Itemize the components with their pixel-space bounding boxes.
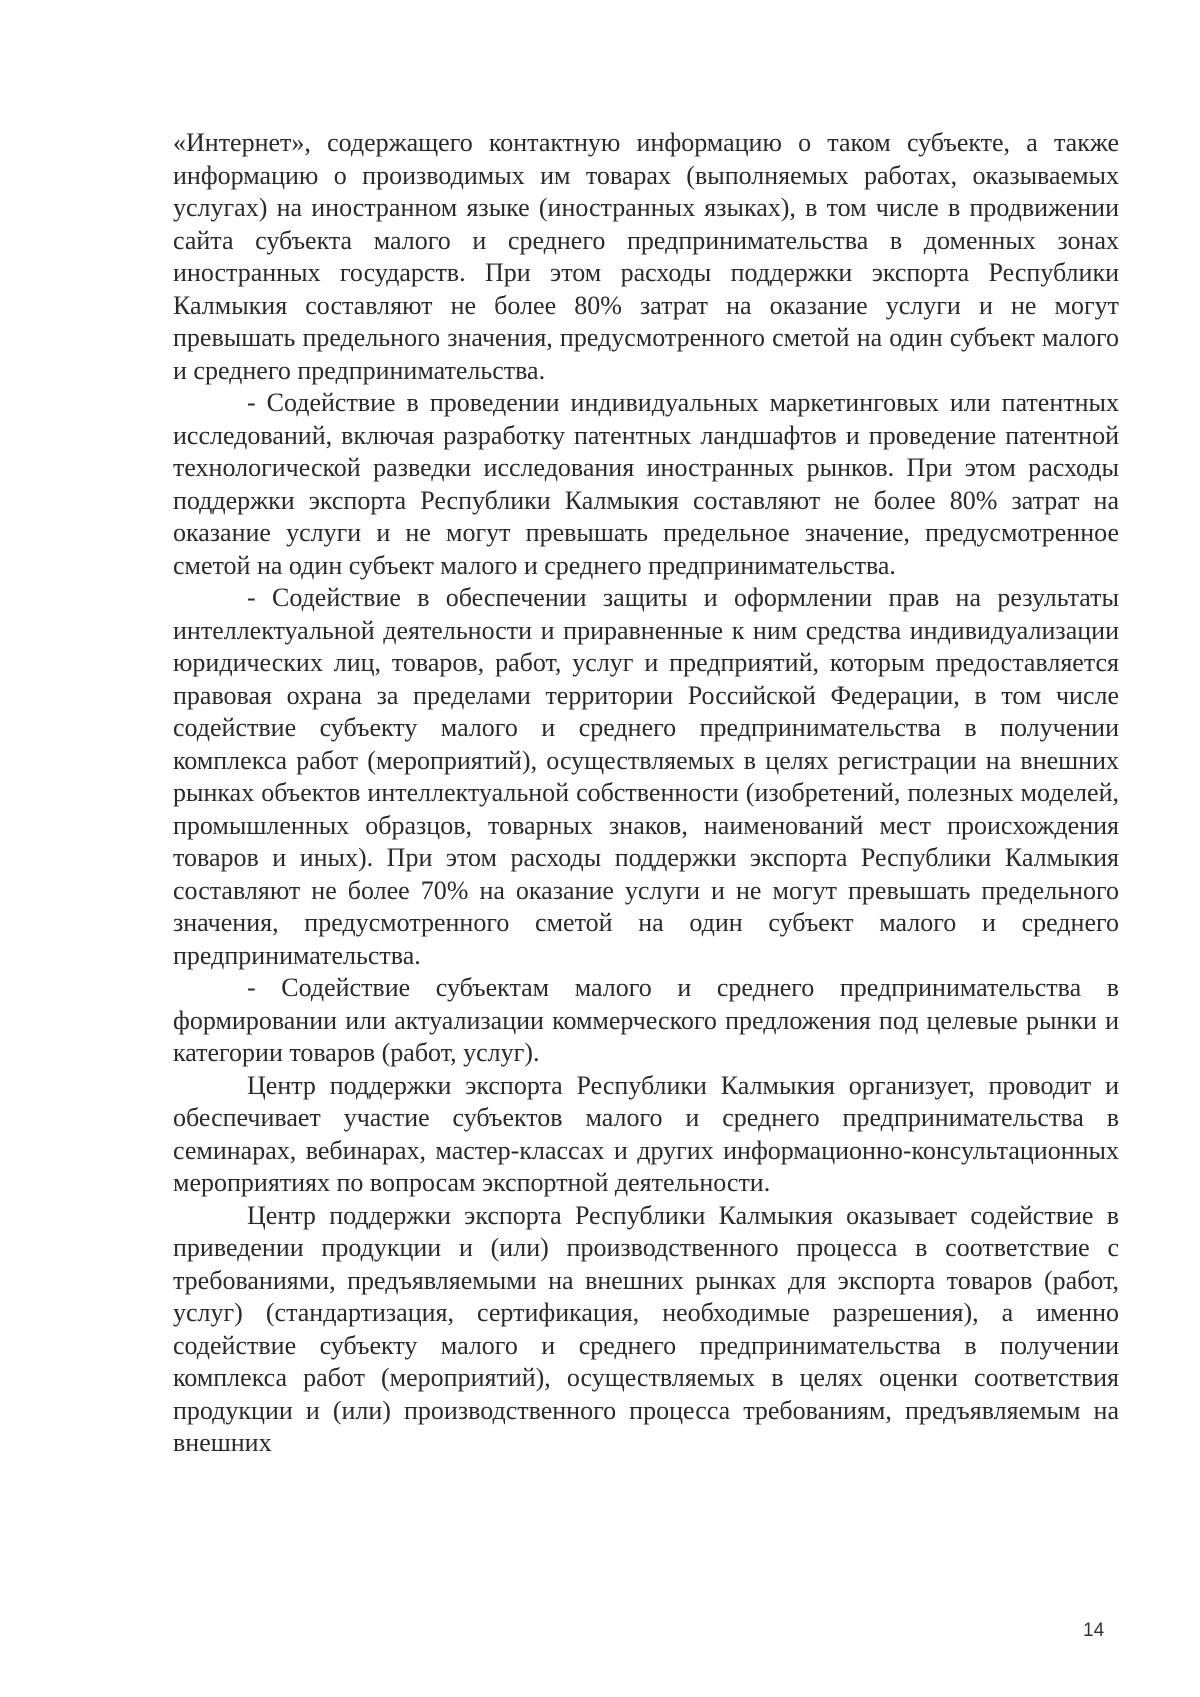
paragraph-commercial-offer: - Содействие субъектам малого и среднего предпринимательства в формировании или актуализации коммерческого предложения под целевые рынки и категории товаров (работ, услуг).	[173, 973, 1119, 1067]
paragraph-intellectual-property: - Содействие в обеспечении защиты и оформлении прав на результаты интеллектуальной деятельности и приравненные к ним средства индивидуализации юридических лиц, товаров, работ, услуг и предприятий, которым предоставляется правовая охрана за пределами территории Российской Федерации, в том числе содействие субъекту малого и среднего предпринимательства в получении комплекса работ (мероприятий), осуществляемых в целях регистрации на внешних рынках объектов интеллектуальной собственности (изобретений, полезных моделей, промышленных образцов, товарных знаков, наименований мест происхождения товаров и иных). При этом расходы поддержки экспорта Республики Калмыкия составляют не более 70% на оказание услуги и не могут превышать предельного значения, предусмотренного сметой на один субъект малого и среднего предпринимательства.	[173, 583, 1119, 970]
paragraph-continuation: «Интернет», содержащего контактную информацию о таком субъекте, а также информацию о производимых им товарах (выполняемых работах, оказываемых услугах) на иностранном языке (иностранных языках), в том числе в продвижении сайта субъекта малого и среднего предпринимательства в доменных зонах иностранных государств. При этом расходы поддержки экспорта Республики Калмыкия составляют не более 80% затрат на оказание услуги и не могут превышать предельного значения, предусмотренного сметой на один субъект малого и среднего предпринимательства.	[173, 128, 1119, 385]
document-body	[173, 127, 1119, 1460]
paragraph-marketing-research: - Содействие в проведении индивидуальных маркетинговых или патентных исследований, включая разработку патентных ландшафтов и проведение патентной технологической разведки исследования иностранных рынков. При этом расходы поддержки экспорта Республики Калмыкия составляют не более 80% затрат на оказание услуги и не могут превышать предельное значение, предусмотренное сметой на один субъект малого и среднего предпринимательства.	[173, 388, 1119, 580]
paragraph-certification: Центр поддержки экспорта Республики Калмыкия оказывает содействие в приведении продукции и (или) производственного процесса в соответствие с требованиями, предъявляемыми на внешних рынках для экспорта товаров (работ, услуг) (стандартизация, сертификация, необходимые разрешения), а именно содействие субъекту малого и среднего предпринимательства в получении комплекса работ (мероприятий), осуществляемых в целях оценки соответствия продукции и (или) производственного процесса требованиям, предъявляемым на внешних	[173, 1200, 1119, 1457]
page-number: 14	[1083, 1620, 1105, 1641]
paragraph-seminars: Центр поддержки экспорта Республики Калмыкия организует, проводит и обеспечивает участие субъектов малого и среднего предпринимательства в семинарах, вебинарах, мастер-классах и других информационно-консультационных мероприятиях по вопросам экспортной деятельности.	[173, 1070, 1119, 1197]
